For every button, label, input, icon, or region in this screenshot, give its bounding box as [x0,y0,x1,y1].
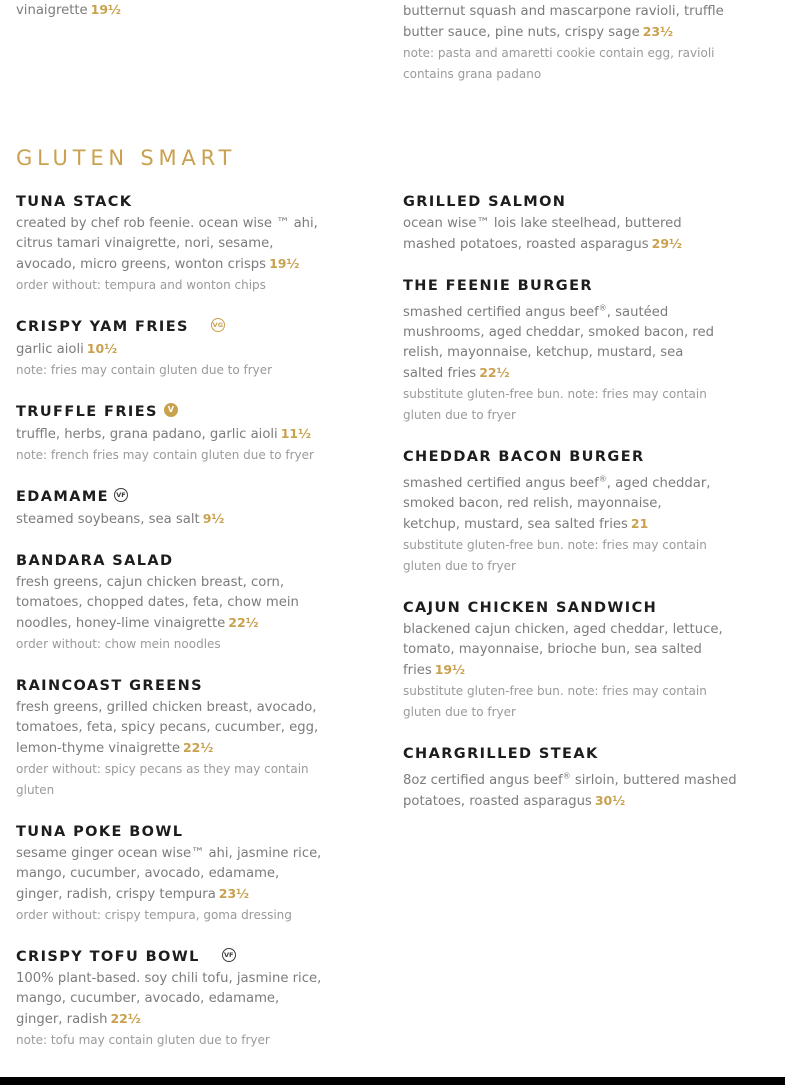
item-price: 21 [630,516,649,531]
item-note: note: fries may contain gluten due to fryer [16,363,273,377]
item-desc [16,573,316,634]
top-left-desc: vinaigrette [16,3,88,18]
item-desc-text: fresh greens, cajun chicken breast, corn, tomatoes, chopped dates, feta, chow mein noodles, honey-lime vinaigrette [16,575,299,631]
item-desc-text: smashed certified angus beef [403,476,599,491]
item-desc-text: truffle, herbs, grana padano, garlic aioli [16,427,278,442]
item-desc-text: 8oz certified angus beef [403,773,563,788]
item-desc [16,339,346,360]
menu-item [403,745,743,812]
registered-mark: ® [598,303,607,313]
item-price: 9½ [202,511,225,526]
item-note: substitute gluten-free bun. note: fries may contain gluten due to fryer [403,684,707,719]
item-name: TUNA POKE BOWL [16,824,184,840]
vegan-friendly-icon: VF [114,488,128,502]
item-note: order without: spicy pecans as they may contain gluten [16,762,309,797]
item-desc [16,214,334,275]
item-desc [16,698,326,759]
item-desc-text: blackened cajun chicken, aged cheddar, lettuce, tomato, mayonnaise, brioche bun, sea salted fries [403,622,723,678]
item-desc [403,771,743,812]
vegetarian-icon: V [164,403,178,417]
top-right-desc-line2-text: butter sauce, pine nuts, crispy sage [403,25,640,40]
item-name [16,948,346,966]
item-price: 29½ [651,236,682,251]
item-desc-text: 100% plant-based. soy chili tofu, jasmine rice, mango, cucumber, avocado, edamame, ginger, radish [16,971,322,1027]
menu-item [16,677,346,800]
item-desc [16,844,328,905]
top-left-price: 19½ [90,2,121,17]
item-name: BANDARA SALAD [16,553,174,569]
item-name: CHARGRILLED STEAK [403,746,599,762]
menu-item [16,403,346,466]
item-desc-text: sesame ginger ocean wise™ ahi, jasmine rice, mango, cucumber, avocado, edamame, ginger, radish, crispy tempura [16,846,322,902]
menu-item [403,448,743,576]
item-price: 22½ [228,615,259,630]
registered-mark: ® [598,474,607,484]
item-note: order without: chow mein noodles [16,637,221,651]
item-name-text: TRUFFLE FRIES [16,404,158,420]
item-name-text: CRISPY TOFU BOWL [16,949,200,965]
vegan-friendly-icon: VF [222,948,236,962]
item-name-text: CRISPY YAM FRIES [16,319,189,335]
item-desc [16,509,346,530]
item-name: TUNA STACK [16,194,133,210]
item-desc-text: , sautéed mushrooms, aged cheddar, smoked bacon, red relish, mayonnaise, ketchup, mustard, sea salted fries [403,305,715,381]
top-partial-left [16,0,346,21]
menu-item [16,318,346,381]
item-price: 19½ [434,662,466,677]
top-partial-right [403,2,733,84]
top-right-note: note: pasta and amaretti cookie contain egg, ravioli contains grana padano [403,46,715,81]
menu-item [403,599,743,722]
item-desc [403,303,723,384]
item-name [16,403,346,421]
item-desc [16,969,328,1030]
item-desc-text: smashed certified angus beef [403,305,599,320]
item-price: 22½ [110,1011,141,1026]
footer-bar [0,1077,785,1085]
menu-item [16,193,346,296]
item-desc-text: created by chef rob feenie. ocean wise ™ ahi, citrus tamari vinaigrette, nori, sesame, avocado, micro greens, wonton crisps [16,216,318,272]
section-title: GLUTEN SMART [16,146,237,170]
menu-item [16,823,346,926]
item-desc-text: steamed soybeans, sea salt [16,512,200,527]
item-name: RAINCOAST GREENS [16,678,203,694]
item-name: GRILLED SALMON [403,194,567,210]
item-desc-text: garlic aioli [16,342,84,357]
item-desc [403,474,721,535]
top-right-desc-line1: butternut squash and mascarpone ravioli, truffle [403,4,724,19]
item-name-text: EDAMAME [16,489,109,505]
item-note: order without: crispy tempura, goma dressing [16,908,292,922]
item-note: substitute gluten-free bun. note: fries may contain gluten due to fryer [403,387,707,422]
item-name: THE FEENIE BURGER [403,278,593,294]
top-right-desc-line2 [403,22,733,43]
item-desc [403,214,738,255]
item-note: note: tofu may contain gluten due to fryer [16,1033,270,1047]
item-note: substitute gluten-free bun. note: fries may contain gluten due to fryer [403,538,707,573]
menu-item [403,193,743,255]
menu-item [16,488,346,530]
item-price: 19½ [269,256,300,271]
item-desc-text: fresh greens, grilled chicken breast, avocado, tomatoes, feta, spicy pecans, cucumber, egg, lemon-thyme vinaigrette [16,700,319,756]
item-price: 10½ [86,341,118,356]
item-desc-text: ocean wise™ lois lake steelhead, buttered mashed potatoes, roasted asparagus [403,216,682,252]
item-desc-text: sirloin, buttered mashed potatoes, roasted asparagus [403,773,737,809]
item-name: CAJUN CHICKEN SANDWICH [403,600,658,616]
item-name [16,488,346,506]
item-name: CHEDDAR BACON BURGER [403,449,645,465]
item-note: note: french fries may contain gluten due to fryer [16,448,314,462]
menu-item [16,552,346,655]
menu-item [403,277,743,425]
item-desc-text: , aged cheddar, smoked bacon, red relish, mayonnaise, ketchup, mustard, sea salted fries [403,476,711,532]
item-name [16,318,346,336]
top-right-price: 23½ [642,24,674,39]
item-price: 30½ [594,793,626,808]
menu-item [16,948,346,1051]
item-price: 22½ [479,365,510,380]
item-price: 22½ [182,740,214,755]
item-price: 11½ [280,426,312,441]
item-desc [403,620,723,681]
registered-mark: ® [562,771,571,781]
item-price: 23½ [218,886,250,901]
item-desc [16,424,346,445]
vegan-icon: VG [211,318,225,332]
item-note: order without: tempura and wonton chips [16,278,266,292]
